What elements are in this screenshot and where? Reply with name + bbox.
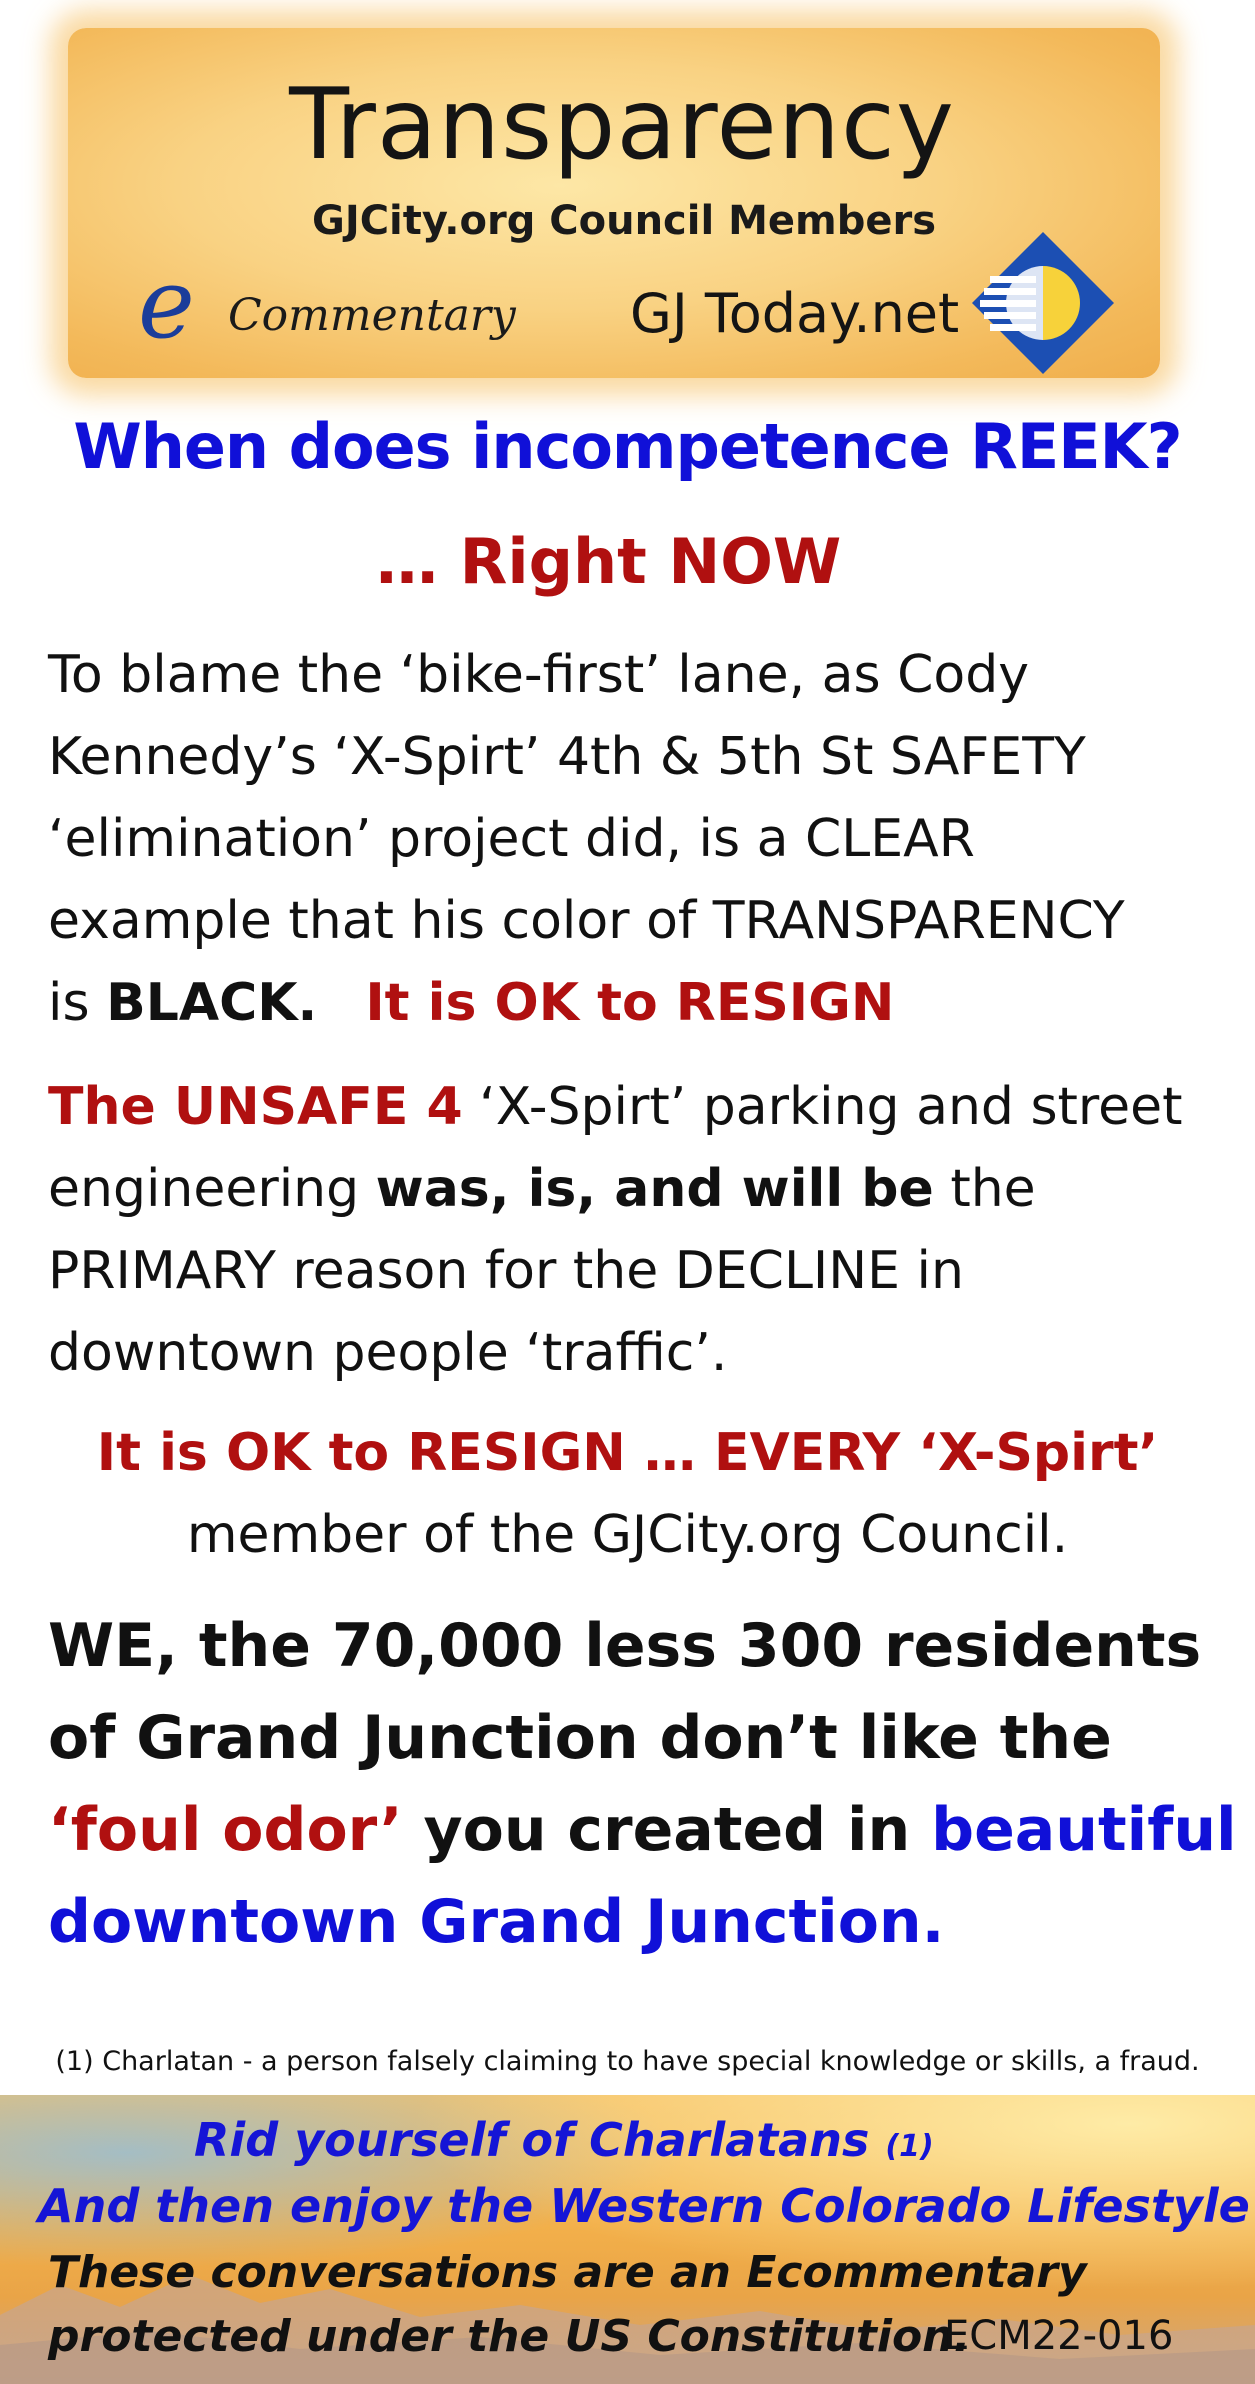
council-line: member of the GJCity.org Council. — [186, 1505, 1069, 1565]
footer-conversations-line: These conversations are an Ecommentary — [48, 2247, 1087, 2298]
paragraph-unsafe — [48, 1066, 1228, 1394]
e-logo-letter: e — [138, 248, 195, 360]
banner-subtitle: GJCity.org Council Members — [311, 198, 937, 244]
header-banner — [68, 28, 1160, 378]
paragraph-line: downtown people ‘traffic’. — [48, 1323, 728, 1383]
paragraph-line: To blame the ‘bike-first’ lane, as Cody — [48, 645, 1030, 705]
banner-site-name: GJ Today.net — [630, 282, 960, 345]
paragraph-line: PRIMARY reason for the DECLINE in — [48, 1241, 964, 1301]
footer-charlatans-text: Rid yourself of Charlatans — [194, 2113, 886, 2167]
footnote-ref: (1) — [885, 2129, 934, 2164]
closing-line-downtown: downtown Grand Junction. — [48, 1887, 945, 1957]
resign-block — [0, 1412, 1255, 1576]
footer-constitution-line: protected under the US Constitution. — [48, 2311, 971, 2362]
bold-emphasis: was, is, and will be — [375, 1159, 934, 1219]
paragraph-bike-lane — [48, 634, 1228, 1044]
closing-line — [48, 1784, 1238, 1876]
banner-commentary: Commentary — [228, 290, 516, 341]
prefix-text: is — [48, 973, 107, 1033]
unsafe-lead: The UNSAFE 4 — [48, 1077, 463, 1137]
paragraph-line — [48, 1148, 1228, 1230]
closing-statement — [48, 1600, 1238, 1968]
paragraph-line: Kennedy’s ‘X-Spirt’ 4th & 5th St SAFETY — [48, 727, 1086, 787]
footer-banner — [0, 2095, 1255, 2384]
closing-mid-text: you created in — [402, 1795, 932, 1865]
foul-odor-text: ‘foul odor’ — [48, 1795, 403, 1865]
paragraph-line — [48, 1066, 1228, 1148]
footnote: (1) Charlatan - a person falsely claiming to have special knowledge or skills, a fraud. — [55, 2046, 1200, 2077]
paragraph-line-last — [48, 962, 1228, 1044]
beautiful-text: beautiful — [931, 1795, 1237, 1865]
banner-title: Transparency — [289, 68, 955, 182]
black-emphasis: BLACK. — [106, 973, 318, 1033]
footer-charlatans-line — [194, 2113, 934, 2167]
subhead: … Right NOW — [376, 525, 842, 598]
closing-line: of Grand Junction don’t like the — [48, 1703, 1112, 1773]
paragraph-line: example that his color of TRANSPARENCY — [48, 891, 1125, 951]
document-code: ECM22-016 — [944, 2313, 1174, 2359]
paragraph-line: ‘elimination’ project did, is a CLEAR — [48, 809, 975, 869]
headline: When does incompetence REEK? — [73, 410, 1182, 483]
sun-diamond-logo-icon — [968, 228, 1118, 378]
resign-line: It is OK to RESIGN … EVERY ‘X-Spirt’ — [96, 1423, 1159, 1483]
footer-lifestyle-line: And then enjoy the Western Colorado Lifestyle — [38, 2179, 1250, 2233]
line-text: ‘X-Spirt’ parking and street — [462, 1077, 1183, 1137]
resign-callout: It is OK to RESIGN — [365, 973, 895, 1033]
line-text: the — [933, 1159, 1036, 1219]
line-text: engineering — [48, 1159, 376, 1219]
closing-line: WE, the 70,000 less 300 residents — [48, 1611, 1202, 1681]
